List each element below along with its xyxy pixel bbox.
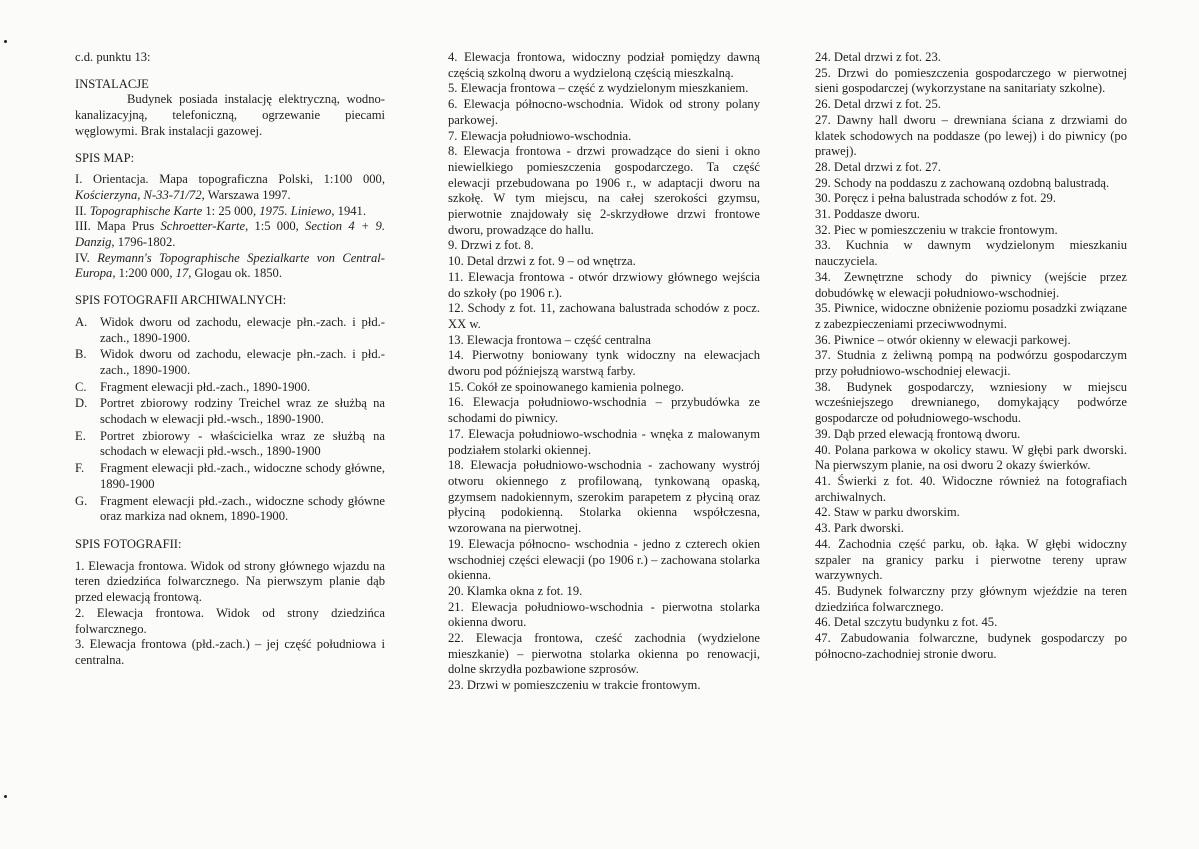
map-item: I. Orientacja. Mapa topograficzna Polski, 1:100 000, Kościerzyna, N-33-71/72, Warszawa 1997.: [75, 172, 385, 202]
photo-list: [75, 559, 385, 669]
photo-list-item: 4. Elewacja frontowa, widoczny podział pomiędzy dawną częścią szkolną dworu a wydzieloną częścią mieszkalną.: [448, 50, 760, 80]
instalacje-text: Budynek posiada instalację elektryczną, wodno-kanalizacyjną, telefoniczną, ogrzewanie piecami węglowymi. Brak instalacji gazowej.: [75, 92, 385, 138]
photo-list-item: 31. Poddasze dworu.: [815, 207, 920, 222]
archival-photos-heading: SPIS FOTOGRAFII ARCHIWALNYCH:: [75, 293, 287, 308]
archival-photo-text: Fragment elewacji płd.-zach., widoczne schody główne oraz markiza nad oknem, 1890-1900.: [100, 493, 385, 524]
photo-list-item: 7. Elewacja południowo-wschodnia.: [448, 128, 632, 143]
archival-photo-item: [75, 347, 385, 378]
photo-list-item: 34. Zewnętrzne schody do piwnicy (wejście przez dobudówkę w elewacji południowo-wschodniej.: [815, 269, 1127, 300]
photo-list-item: 9. Drzwi z fot. 8.: [448, 238, 534, 253]
archival-photo-key: B.: [75, 347, 87, 362]
photo-list-item: 46. Detal szczytu budynku z fot. 45.: [815, 615, 998, 630]
archival-photo-key: D.: [75, 396, 88, 411]
photo-list-item: 15. Cokół ze spoinowanego kamienia polnego.: [448, 379, 685, 394]
photo-list-item: 22. Elewacja frontowa, cześć zachodnia (wydzielone mieszkanie) – pierwotna stolarka okienna po renowacji, dolne skrzydła pozbawione szprosów.: [448, 631, 760, 677]
archival-photo-key: E.: [75, 428, 86, 443]
photo-list-item: 2. Elewacja frontowa. Widok od strony dziedzińca folwarcznego.: [75, 605, 385, 636]
photo-list-item: 41. Świerki z fot. 40. Widoczne również na fotografiach archiwalnych.: [815, 473, 1127, 504]
column-right: [815, 50, 1127, 662]
archival-photo-list: [75, 315, 385, 525]
photo-list-item: 40. Polana parkowa w okolicy stawu. W głębi park dworski. Na pierwszym planie, na osi dworu 2 okazy świerków.: [815, 442, 1127, 473]
archival-photo-item: [75, 396, 385, 427]
photo-list-item: 6. Elewacja północno-wschodnia. Widok od strony polany parkowej.: [448, 97, 760, 127]
photo-list-item: 23. Drzwi w pomieszczeniu w trakcie frontowym.: [448, 678, 701, 693]
photo-list-item: 44. Zachodnia część parku, ob. łąka. W głębi widoczny szpaler na granicy parku i pierwotne tereny upraw warzywnych.: [815, 536, 1127, 583]
photo-list-item: 33. Kuchnia w dawnym wydzielonym mieszkaniu nauczyciela.: [815, 238, 1127, 269]
photo-list-item: 20. Klamka okna z fot. 19.: [448, 583, 583, 598]
photo-list-item: 3. Elewacja frontowa (płd.-zach.) – jej część południowa i centralna.: [75, 637, 385, 667]
photo-list-item: 30. Poręcz i pełna balustrada schodów z fot. 29.: [815, 191, 1056, 206]
photo-list-item: 36. Piwnice – otwór okienny w elewacji parkowej.: [815, 332, 1071, 347]
photo-list-item: 32. Piec w pomieszczeniu w trakcie frontowym.: [815, 222, 1058, 237]
archival-photo-text: Portret zbiorowy - właścicielka wraz ze służbą na schodach w elewacji płd.-wsch., 1890-1900: [100, 428, 385, 459]
archival-photo-text: Fragment elewacji płd.-zach., widoczne schody główne, 1890-1900: [100, 461, 385, 491]
photo-list-item: 27. Dawny hall dworu – drewniana ściana z drzwiami do klatek schodowych na poddasze (po lewej) i do piwnicy (po prawej).: [815, 112, 1127, 159]
photo-list-item: 1. Elewacja frontowa. Widok od strony głównego wjazdu na teren dziedzińca folwarcznego. Na pierwszym planie dąb przed elewacją frontową.: [75, 558, 385, 605]
photos-heading: SPIS FOTOGRAFII:: [75, 536, 182, 551]
photo-list-item: 38. Budynek gospodarczy, wzniesiony w miejscu wcześniejszego drewnianego, domykający podwórze gospodarcze od południowego-wschodu.: [815, 379, 1127, 426]
photo-list: [815, 50, 1127, 662]
photo-list-item: 13. Elewacja frontowa – część centralna: [448, 332, 651, 347]
photo-list-item: 29. Schody na poddaszu z zachowaną ozdobną balustradą.: [815, 175, 1110, 190]
instalacje-heading: INSTALACJE: [75, 76, 149, 91]
archival-photo-key: F.: [75, 461, 85, 476]
photo-list-item: 16. Elewacja południowo-wschodnia – przybudówka ze schodami do piwnicy.: [448, 395, 760, 426]
photo-list-item: 42. Staw w parku dworskim.: [815, 505, 960, 520]
archival-photo-item: [75, 461, 385, 492]
map-item: III. Mapa Prus Schroetter-Karte, 1:5 000, Section 4 + 9. Danzig, 1796-1802.: [75, 219, 385, 250]
archival-photo-text: Widok dworu od zachodu, elewacje płn.-zach. i płd.-zach., 1890-1900.: [100, 347, 385, 377]
photo-list-item: 17. Elewacja południowo-wschodnia - wnęka z malowanym podziałem stolarki okiennej.: [448, 426, 760, 457]
photo-list-item: 14. Pierwotny boniowany tynk widoczny na elewacjach dworu pod późniejszą warstwą farby.: [448, 348, 760, 379]
map-item: II. Topographische Karte 1: 25 000, 1975. Liniewo, 1941.: [75, 203, 366, 218]
continuation-label: c.d. punktu 13:: [75, 50, 151, 64]
photo-list-item: 39. Dąb przed elewacją frontową dworu.: [815, 426, 1021, 441]
archival-photo-key: G.: [75, 493, 88, 508]
archival-photo-text: Fragment elewacji płd.-zach., 1890-1900.: [100, 379, 311, 394]
photo-list-item: 37. Studnia z żeliwną pompą na podwórzu gospodarczym przy południowo-wschodniej elewacji.: [815, 348, 1127, 379]
photo-list-item: 5. Elewacja frontowa – część z wydzielonym mieszkaniem.: [448, 81, 749, 96]
binder-mark-bottom: [4, 795, 7, 798]
photo-list: [448, 50, 760, 694]
archival-photo-key: C.: [75, 379, 87, 394]
photo-list-item: 11. Elewacja frontowa - otwór drzwiowy głównego wejścia do szkoły (po 1906 r.).: [448, 269, 760, 300]
photo-list-item: 45. Budynek folwarczny przy głównym wjeździe na teren dziedzińca folwarcznego.: [815, 583, 1127, 614]
photo-list-item: 35. Piwnice, widoczne obniżenie poziomu posadzki związane z zabezpieczeniami przeciwwodnymi.: [815, 301, 1127, 331]
photo-list-item: 10. Detal drzwi z fot. 9 – od wnętrza.: [448, 254, 636, 269]
photo-list-item: 8. Elewacja frontowa - drzwi prowadzące do sieni i okno niewielkiego pomieszczenia gospodarczego. Ta część elewacji przebudowana po 1906 r., w adaptacji dworu na szkołę. W tym miejscu, na całej szerokości gzymsu, pierwotnie znajdowały się 2-skrzydłowe drzwi frontowe dworu, prowadzące do hallu.: [448, 144, 760, 237]
photo-list-item: 21. Elewacja południowo-wschodnia - pierwotna stolarka okienna dworu.: [448, 599, 760, 630]
photo-list-item: 12. Schody z fot. 11, zachowana balustrada schodów z pocz. XX w.: [448, 301, 760, 331]
archival-photo-item: [75, 494, 385, 525]
column-middle: [448, 50, 760, 694]
photo-list-item: 19. Elewacja północno- wschodnia - jedno z czterech okien wschodniej części elewacji (po 1906 r.) – zachowana stolarka okienna.: [448, 536, 760, 583]
map-item: IV. Reymann's Topographische Spezialkarte von Central-Europa, 1:200 000, 17, Glogau ok. 1850.: [75, 250, 385, 281]
archival-photo-item: [75, 429, 385, 460]
archival-photo-item: [75, 380, 385, 396]
archival-photo-key: A.: [75, 314, 88, 329]
photo-list-item: 43. Park dworski.: [815, 521, 904, 536]
spis-map-heading: SPIS MAP:: [75, 150, 135, 165]
photo-list-item: 24. Detal drzwi z fot. 23.: [815, 50, 941, 64]
column-left: [75, 50, 385, 669]
archival-photo-text: Widok dworu od zachodu, elewacje płn.-zach. i płd.-zach., 1890-1900.: [100, 314, 385, 345]
archival-photo-item: [75, 315, 385, 346]
archival-photo-text: Portret zbiorowy rodziny Treichel wraz ze służbą na schodach w elewacji płd.-wsch., 1890-1900.: [100, 396, 385, 427]
binder-mark-top: [4, 40, 7, 43]
photo-list-item: 25. Drzwi do pomieszczenia gospodarczego w pierwotnej sieni gospodarczej (wykorzystane na sanitariaty szkolne).: [815, 65, 1127, 96]
photo-list-item: 26. Detal drzwi z fot. 25.: [815, 97, 941, 112]
photo-list-item: 18. Elewacja południowo-wschodnia - zachowany wystrój otworu okiennego z profilowaną, tynkowaną opaską, gzymsem nadokiennym, szerokim parapetem z płyciną oraz płyciną podokienną. Stolarka okienna współczesna, wzorowana na pierwotnej.: [448, 458, 760, 536]
photo-list-item: 28. Detal drzwi z fot. 27.: [815, 159, 941, 174]
photo-list-item: 47. Zabudowania folwarczne, budynek gospodarczy po północno-zachodniej stronie dworu.: [815, 631, 1127, 661]
